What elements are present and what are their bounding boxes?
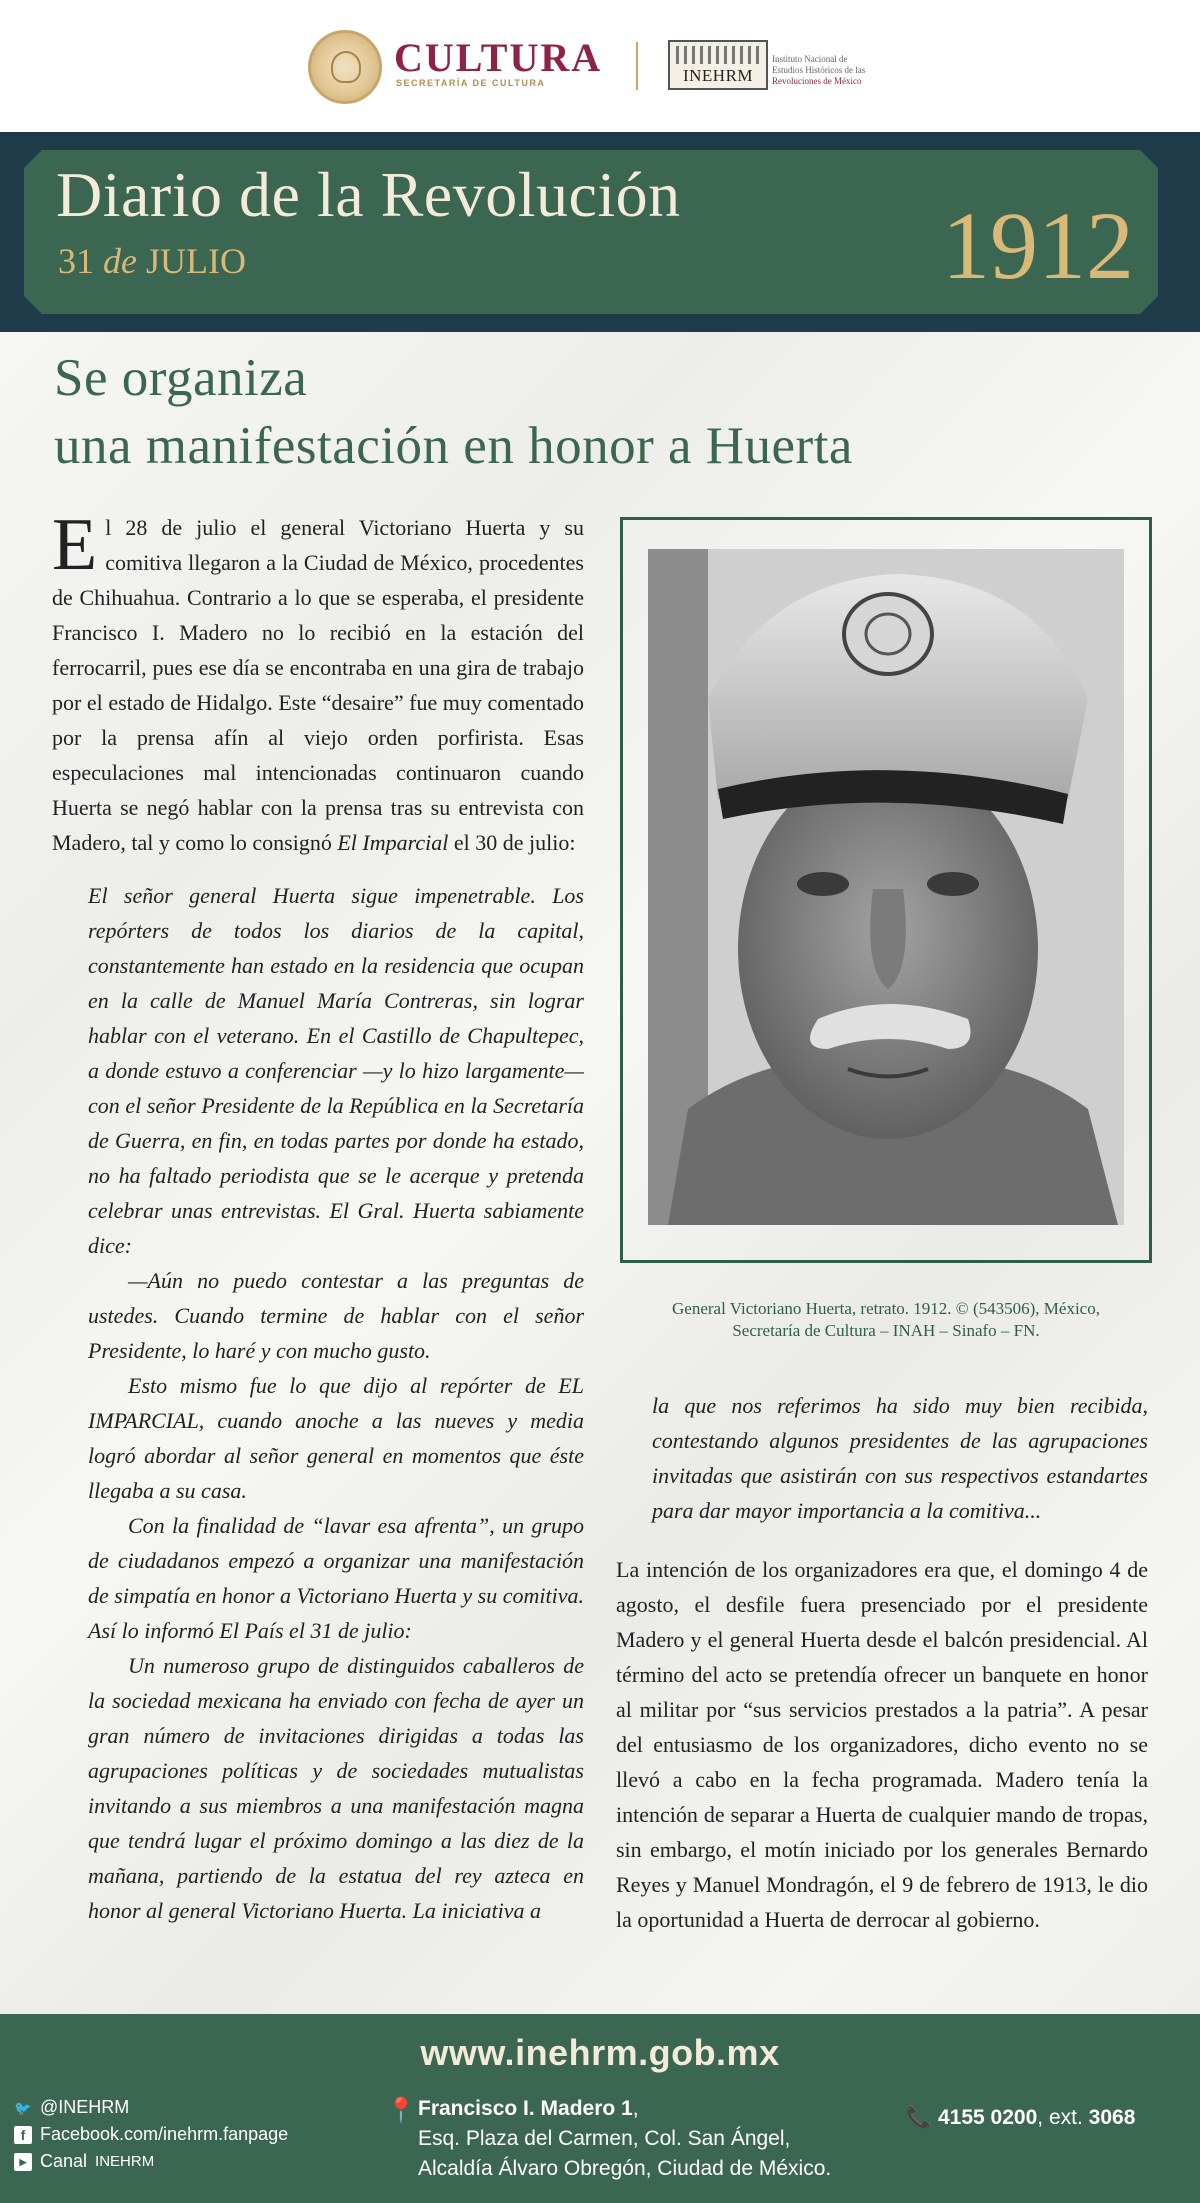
article-paragraph-2: La intención de los organizadores era que, el domingo 4 de agosto, el desfile fuera presenciado por el presidente Madero y el general Huerta desde el balcón presidencial. Al término del acto se pretendía ofrecer un banquete en honor al militar por “sus servicios prestados a la patria”. A pesar del entusiasmo de los organizadores, dicho evento no se llevó a cabo en la fecha programada. Madero tenía la intención de separar a Huerta de cualquier mando de tropas, sin embargo, el motín iniciado por los generales Bernardo Reyes y Manuel Mondragón, el 9 de febrero de 1913, le dio la oportunidad a Huerta de derrocar al gobierno. [616,1557,1148,1932]
phone-block [906,2106,1135,2130]
institute-line-2: Estudios Históricos de las [772,65,866,75]
page-headline [54,344,853,480]
inehrm-logo-text: INEHRM [682,66,754,85]
phone-icon: 📞 [906,2106,933,2129]
banner-month: JULIO [145,241,246,281]
address-comma: , [632,2097,639,2120]
quote-paragraph-3: Esto mismo fue lo que dijo al repórter de EL IMPARCIAL, cuando anoche a las nueves y media logró abordar al señor general en momentos que éste llegaba a su casa. [88,1373,584,1503]
logo-divider [636,42,638,90]
address-line-3: Alcaldía Álvaro Obregón, Ciudad de México. [418,2157,832,2180]
article-left-column [52,504,584,1928]
social-links [14,2094,288,2175]
institute-line-3: Revoluciones de México [772,76,862,86]
photo-caption [620,1298,1152,1342]
facebook-link[interactable] [14,2121,288,2148]
youtube-link[interactable] [14,2148,288,2175]
facebook-page: Facebook.com/inehrm.fanpage [40,2124,289,2144]
youtube-icon: ▶ [14,2153,32,2171]
newspaper-title: El Imparcial [337,830,449,855]
phone-extension: 3068 [1088,2106,1136,2129]
address-street: Francisco I. Madero 1 [418,2097,633,2120]
twitter-icon: 🐦 [14,2099,32,2116]
footer [0,2014,1200,2203]
quote-paragraph-6: la que nos referimos ha sido muy bien recibida, contestando algunos presidentes de las agrupaciones invitadas que asistirán con sus respectivos estandartes para dar mayor importancia a la comitiva... [652,1393,1148,1523]
top-header [0,0,1200,132]
address-block [386,2094,831,2184]
building-columns-icon [676,46,760,64]
block-quote-2 [652,1388,1148,1528]
banner-date [58,240,246,282]
quote-paragraph-5: Un numeroso grupo de distinguidos caballeros de la sociedad mexicana ha enviado con fecha de ayer un gran número de invitaciones dirigidas a todas las agrupaciones políticas y de sociedades mutualistas invitando a sus miembros a una manifestación magna que tendrá lugar el próximo domingo a las diez de la mañana, partiendo de la estatua del rey azteca en honor al general Victoriano Huerta. La iniciativa a [88,1653,584,1923]
address-line-2: Esq. Plaza del Carmen, Col. San Ángel, [418,2127,791,2150]
headline-line-2: una manifestación en honor a Huerta [54,417,853,475]
portrait-illustration [648,549,1124,1225]
caption-line-1: General Victoriano Huerta, retrato. 1912. © (543506), México, [672,1299,1100,1318]
twitter-link[interactable] [14,2094,288,2121]
phone-number: 4155 0200 [938,2106,1038,2129]
banner-de: de [103,241,137,281]
banner-year: 1912 [942,192,1134,299]
paragraph-1-end: el 30 de julio: [453,830,576,855]
headline-line-1: Se organiza [54,349,308,407]
institute-name [772,54,865,87]
youtube-channel: INEHRM [95,2153,155,2170]
banner-day: 31 [58,241,94,281]
drop-cap: E [52,504,98,586]
quote-paragraph-4: Con la finalidad de “lavar esa afrenta”, un grupo de ciudadanos empezó a organizar una manifestación de simpatía en honor a Victoriano Huerta y su comitiva. Así lo informó El País el 31 de julio: [88,1513,584,1643]
caption-line-2: Secretaría de Cultura – INAH – Sinafo – FN. [732,1321,1040,1340]
quote-paragraph-2: —Aún no puedo contestar a las preguntas de ustedes. Cuando termine de hablar con el señor Presidente, lo haré y con mucho gusto. [88,1268,584,1363]
website-link[interactable]: www.inehrm.gob.mx [420,2032,780,2073]
phone-ext-label: , ext. [1037,2106,1083,2129]
national-seal-logo [308,30,382,104]
portrait-photo [648,549,1124,1225]
inehrm-logo [668,40,768,90]
cultura-logo-text: CULTURA [394,35,603,80]
youtube-prefix: Canal [40,2151,88,2171]
block-quote-1 [52,878,584,1928]
twitter-handle: @INEHRM [40,2097,130,2117]
article-right-column [616,1552,1148,1937]
banner-title: Diario de la Revolución [56,159,681,230]
facebook-icon: f [14,2126,32,2144]
paragraph-1-text: l 28 de julio el general Victoriano Huerta y su comitiva llegaron a la Ciudad de México, procedentes de Chihuahua. Contrario a lo que se esperaba, el presidente Francisco I. Madero no lo recibió en la estación del ferrocarril, pues ese día se encontraba en una gira de trabajo por el estado de Hidalgo. Este “desaire” fue muy comentado por la prensa afín al viejo orden porfirista. Esas especulaciones mal intencionadas continuaron cuando Huerta se negó hablar con la prensa tras su entrevista con Madero, tal y como lo consignó [52,515,584,855]
quote-paragraph-1: El señor general Huerta sigue impenetrable. Los repórters de todos los diarios de la capital, constantemente han estado en la residencia que ocupan en la calle de Manuel María Contreras, sin lograr hablar con el veterano. En el Castillo de Chapultepec, a donde estuvo a conferenciar —y lo hizo largamente— con el señor Presidente de la República en la Secretaría de Guerra, en fin, en todas partes por donde ha estado, no ha faltado periodista que se le acerque y pretenda celebrar unas entrevistas. El Gral. Huerta sabiamente dice: [88,883,584,1258]
article-paragraph-1 [52,504,584,860]
cultura-logo-subtitle: SECRETARÍA DE CULTURA [396,78,546,88]
institute-line-1: Instituto Nacional de [772,54,848,64]
eagle-emblem-icon [331,51,361,83]
location-pin-icon: 📍 [386,2097,416,2124]
